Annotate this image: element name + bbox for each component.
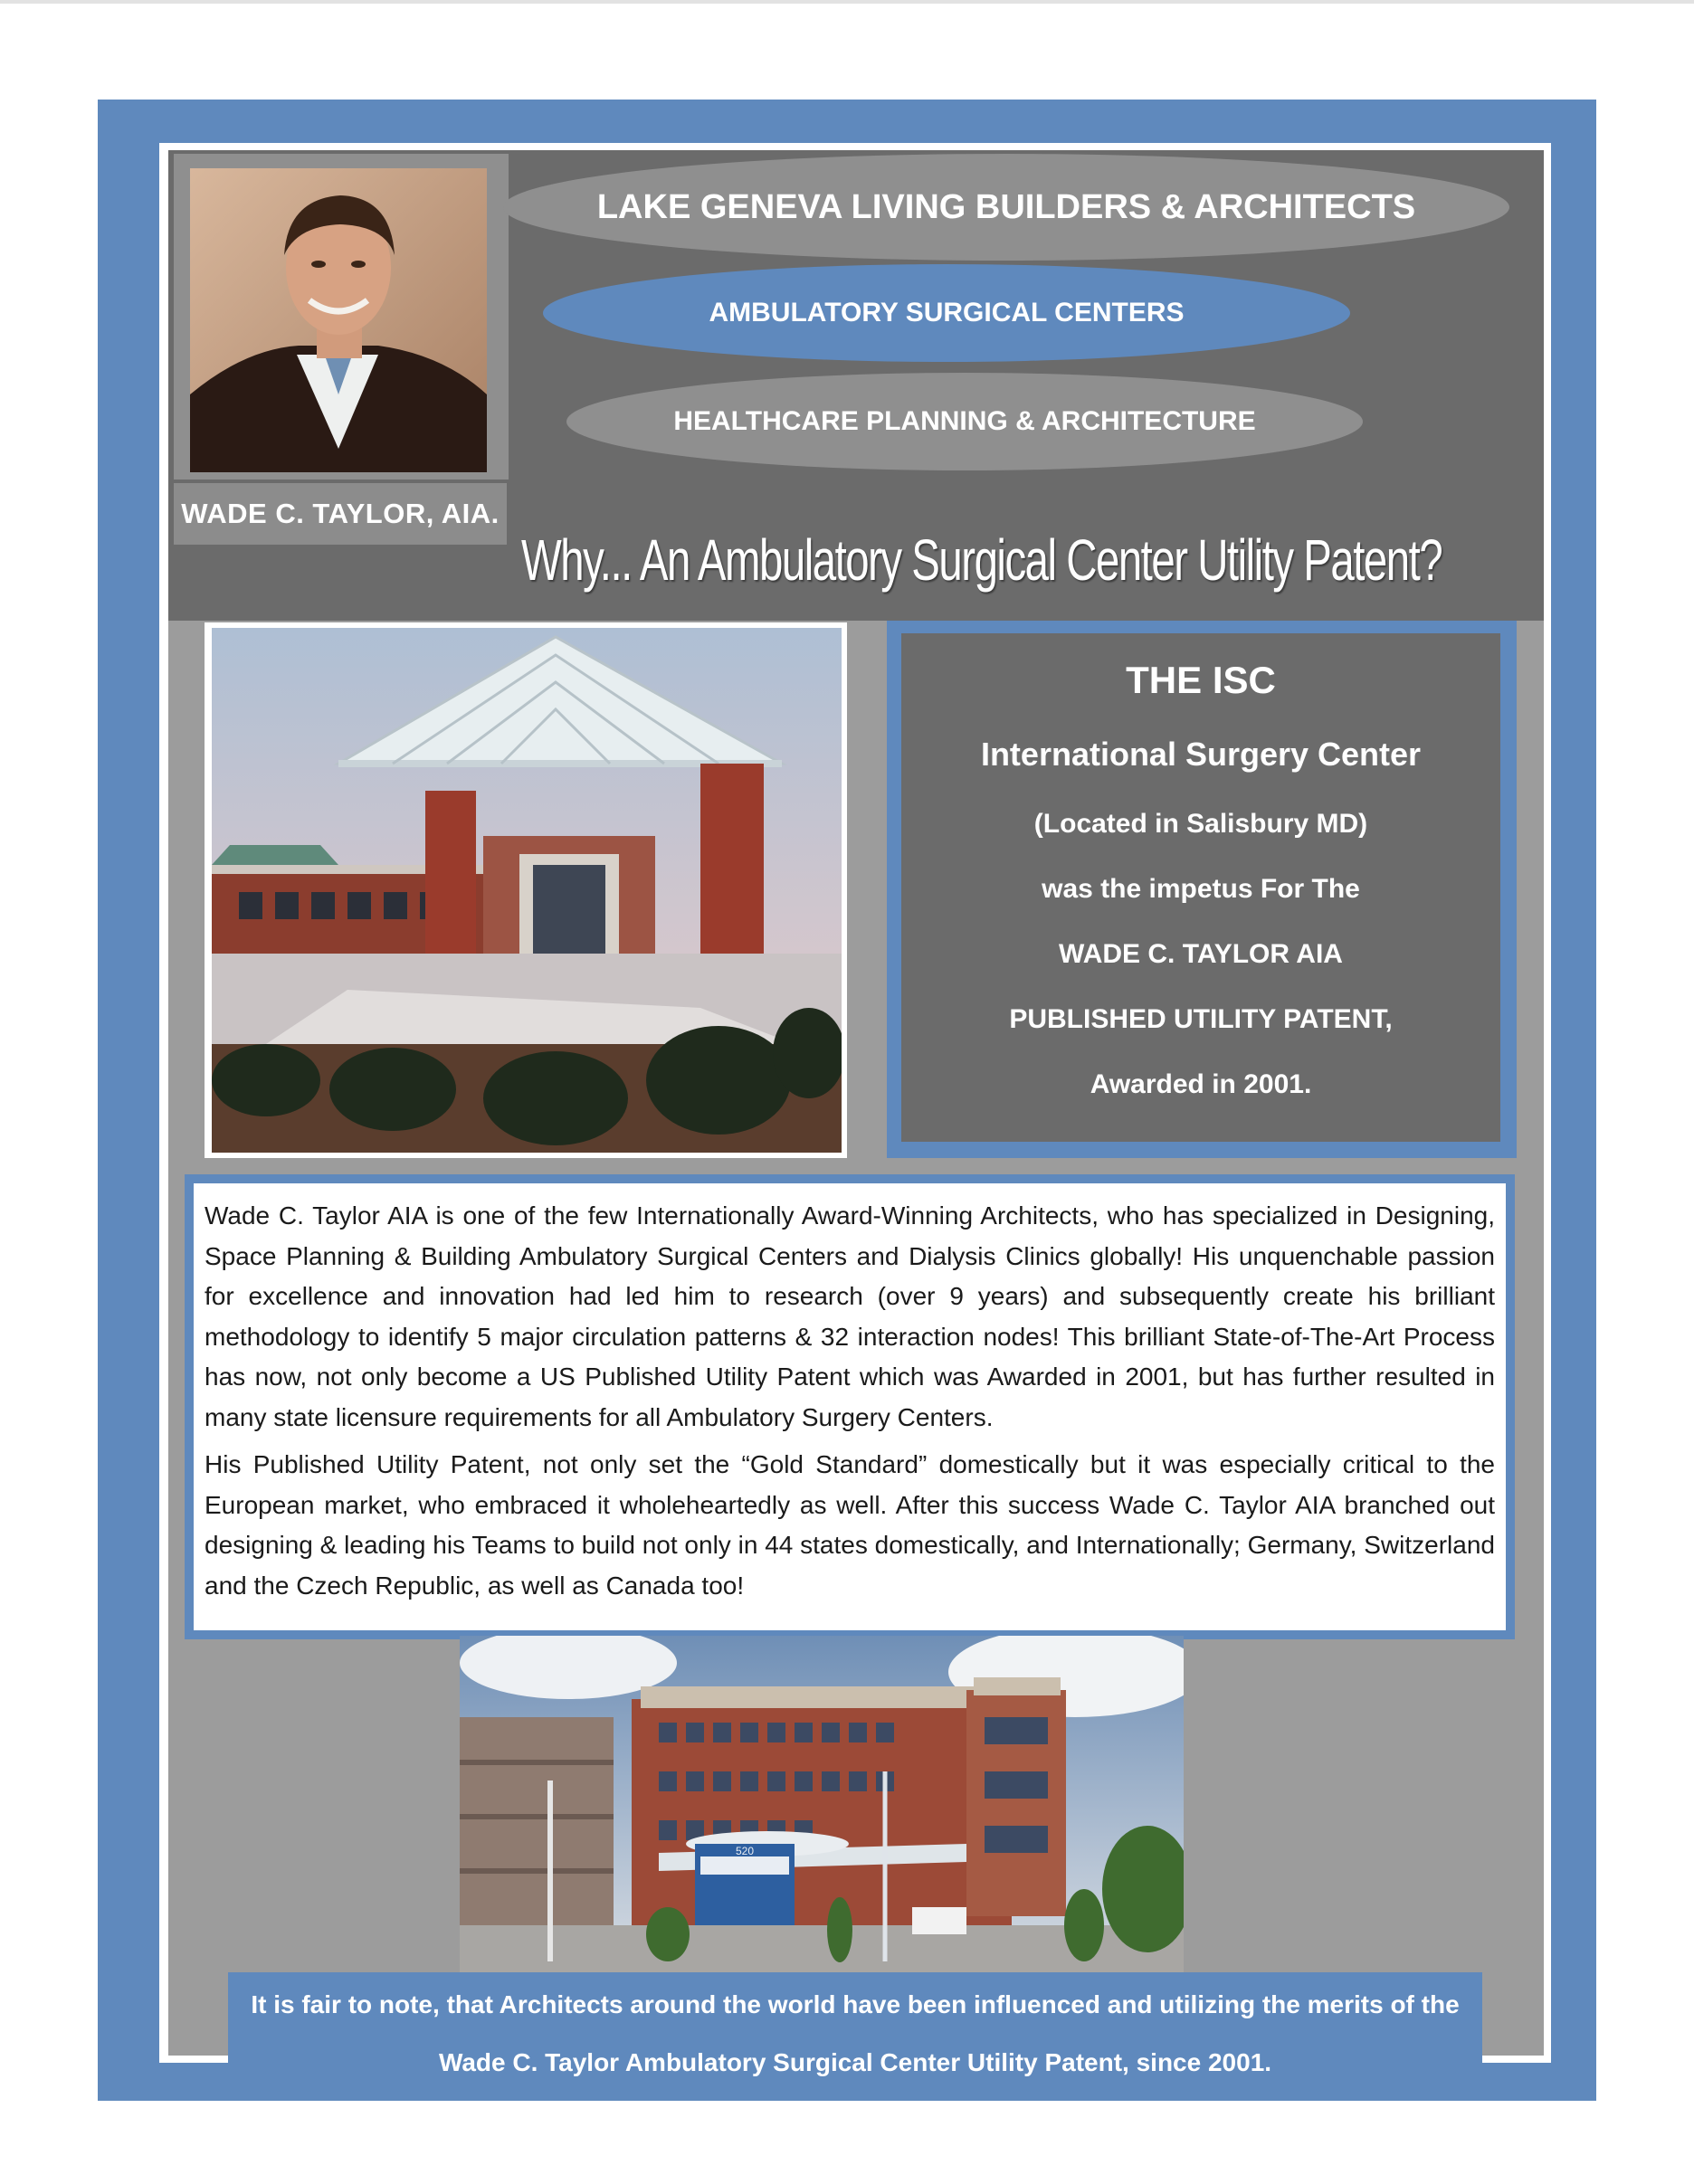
service-oval-2 bbox=[566, 373, 1363, 470]
service-1-label: AMBULATORY SURGICAL CENTERS bbox=[709, 298, 1185, 328]
name-plate: WADE C. TAYLOR, AIA. bbox=[174, 483, 507, 545]
isc-line-4: Awarded in 2001. bbox=[1090, 1069, 1312, 1099]
sign-number-label: 520 bbox=[735, 1845, 755, 1857]
footer-line-1: It is fair to note, that Architects around the world have been influenced and utilizing the merits of the bbox=[251, 1990, 1460, 2018]
medical-building-photo bbox=[460, 1636, 1184, 1972]
portrait-photo bbox=[190, 168, 487, 472]
headline: Why... An Ambulatory Surgical Center Utility Patent? bbox=[521, 527, 1442, 593]
isc-subtitle: International Surgery Center bbox=[980, 736, 1422, 773]
top-edge-line bbox=[0, 0, 1694, 4]
isc-location: (Located in Salisbury MD) bbox=[1033, 809, 1368, 839]
body-text-panel bbox=[194, 1183, 1506, 1630]
service-oval-1 bbox=[543, 264, 1350, 362]
body-paragraph-1: Wade C. Taylor AIA is one of the few Internationally Award-Winning Architects, who has specialized in Designing, Space Planning & Building Ambulatory Surgical Centers and Dialysis Clinics globally! His unquenchable passion for excellence and innovation had led him to research (over 9 years) and subsequently create his brilliant methodology to identify 5 major circulation patterns & 32 interaction nodes! This brilliant State-of-The-Art Process has now, not only become a US Published Utility Patent which was Awarded in 2001, but has further resulted in many state licensure requirements for all Ambulatory Surgery Centers. bbox=[205, 1201, 1495, 1431]
service-2-label: HEALTHCARE PLANNING & ARCHITECTURE bbox=[673, 406, 1256, 436]
company-name: LAKE GENEVA LIVING BUILDERS & ARCHITECTS bbox=[596, 187, 1416, 226]
isc-line-3: PUBLISHED UTILITY PATENT, bbox=[1009, 1004, 1393, 1034]
surgery-center-photo bbox=[212, 628, 842, 1153]
isc-line-1: was the impetus For The bbox=[1042, 874, 1360, 904]
footer-banner bbox=[228, 1972, 1482, 2101]
company-oval bbox=[503, 154, 1509, 261]
isc-info-panel bbox=[901, 633, 1500, 1142]
isc-line-2: WADE C. TAYLOR AIA bbox=[1059, 939, 1343, 969]
body-paragraph-2: His Published Utility Patent, not only set the “Gold Standard” domestically but it was especially critical to the European market, who embraced it wholeheartedly as well. After this success Wade C. Taylor AIA branched out designing & leading his Teams to build not only in 44 states domestically, and Internationally; Germany, Switzerland and the Czech Republic, as well as Canada too! bbox=[205, 1450, 1495, 1600]
isc-title: THE ISC bbox=[1126, 659, 1276, 701]
footer-line-2: Wade C. Taylor Ambulatory Surgical Center Utility Patent, since 2001. bbox=[438, 2048, 1272, 2076]
